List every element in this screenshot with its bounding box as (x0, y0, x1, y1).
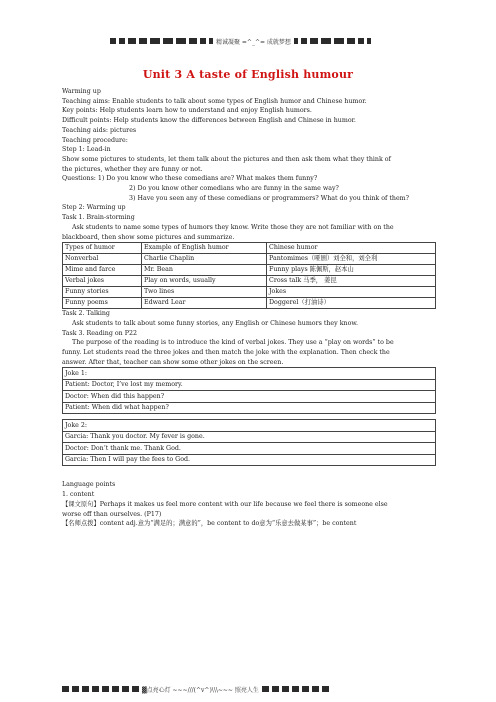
footer-ornament (82, 686, 89, 692)
header-ornament (119, 38, 125, 44)
page-footer (62, 684, 442, 694)
task-heading: Task 1. Brain-storming (62, 214, 135, 222)
footer-ornament (132, 686, 139, 692)
point-number: 1. content (62, 491, 95, 499)
table-cell: Nonverbal (63, 254, 142, 265)
step-heading: Step 1: Lead-in (62, 146, 111, 154)
table-cell: Charlie Chaplin (142, 254, 267, 265)
table-cell: Pantomimes（哑剧）刘全和，刘全利 (267, 254, 436, 265)
header-ornament (163, 38, 173, 44)
section-label: Warming up (62, 88, 101, 95)
teaching-aims: Teaching aims: Enable students to talk about some types of English humor and Chinese humor. (62, 97, 367, 105)
footer-ornament (272, 686, 279, 692)
header-ornament (110, 38, 116, 44)
paragraph-line: Ask students to name some types of humors they know. Write those they are not familiar with on the (72, 223, 394, 231)
table-cell: Cross talk 马季， 姜昆 (267, 276, 436, 287)
question-line: 2) Do you know other comedians who are funny in the same way? (129, 185, 339, 193)
joke-line: Patient: When did what happen? (63, 402, 436, 414)
footer-text: ▓点亮心灯 ~~~///(^v^)\\\~~~ 照亮人生 (142, 686, 259, 694)
joke-line: Doctor: When did this happen? (63, 391, 436, 403)
table-header-cell: Chinese humor (267, 243, 436, 254)
footer-ornament (92, 686, 99, 692)
paragraph-line: The purpose of the reading is to introduce the kind of verbal jokes. They use a “play on words” to be (72, 339, 394, 347)
header-ornament (347, 38, 355, 44)
joke-line: Joke 2: (63, 420, 436, 432)
header-ornament (189, 38, 197, 44)
joke-line: Garcia: Then I will pay the fees to God. (63, 454, 436, 466)
table-cell: Play on words, usually (142, 276, 267, 287)
table-header-row (63, 243, 436, 254)
footer-ornament (122, 686, 129, 692)
paragraph-line: funny. Let students read the three jokes and then match the joke with the explanation. Then check the (62, 349, 390, 357)
difficult-points: Difficult points: Help students know the differences between English and Chinese in humor. (62, 117, 356, 125)
paragraph-line: worse off than ourselves. (P17) (62, 510, 162, 518)
table-cell: Mime and farce (63, 265, 142, 276)
table-row (63, 276, 436, 287)
table-cell: Two lines (142, 287, 267, 298)
task-heading: Task 3. Reading on P22 (62, 329, 137, 337)
table-row (63, 287, 436, 298)
teaching-procedure: Teaching procedure: (62, 136, 128, 144)
footer-ornament (282, 686, 289, 692)
table-cell: Jokes (267, 287, 436, 298)
header-ornament (358, 38, 364, 44)
key-points: Key points: Help students learn how to understand and enjoy English humors. (62, 107, 312, 115)
header-ornament (321, 38, 331, 44)
paragraph-line: 【名师点拨】content adj.意为“满足的；满意的”，be content to do意为“乐意去做某事”；be content (62, 520, 357, 528)
joke-line: Patient: Doctor, I’ve lost my memory. (63, 379, 436, 391)
paragraph-line: blackboard, then show some pictures and summarize. (62, 233, 235, 241)
footer-ornament (102, 686, 109, 692)
table-cell: Mr. Bean (142, 265, 267, 276)
header-ornament (301, 38, 307, 44)
header-ornament (294, 38, 298, 44)
header-ornament (139, 38, 147, 44)
header-ornament (310, 38, 318, 44)
joke-line: Doctor: Don’t thank me. Thank God. (63, 443, 436, 455)
table-cell: Funny stories (63, 287, 142, 298)
header-ornament (176, 38, 186, 44)
header-ornament (200, 38, 206, 44)
footer-ornament (302, 686, 309, 692)
header-ornament (334, 38, 344, 44)
joke-1-box (62, 367, 436, 414)
question-line: Questions: 1) Do you know who these comedians are? What makes them funny? (62, 175, 318, 183)
header-ornament (209, 38, 213, 44)
page-title: Unit 3 A taste of English humour (142, 68, 354, 81)
paragraph-line: 【课文原句】Perhaps it makes us feel more content with our life because we feel there is someone else (62, 500, 388, 508)
footer-ornament (112, 686, 119, 692)
page-header (110, 36, 410, 46)
joke-2-box (62, 419, 436, 466)
table-cell: Funny poems (63, 298, 142, 309)
footer-ornament (262, 686, 269, 692)
header-ornament (150, 38, 160, 44)
table-row (63, 298, 436, 309)
task-heading: Task 2. Talking (62, 310, 110, 318)
paragraph-line: Ask students to talk about some funny stories, any English or Chinese humors they know. (72, 319, 359, 327)
table-cell: Verbal jokes (63, 276, 142, 287)
paragraph-line: Show some pictures to students, let them talk about the pictures and then ask them what they think of (62, 155, 391, 163)
joke-line: Joke 1: (63, 368, 436, 380)
paragraph-line: answer. After that, teacher can show some other jokes on the screen. (62, 358, 284, 366)
section-label: Language points (62, 481, 116, 489)
paragraph-line: the pictures, whether they are funny or not. (62, 165, 203, 173)
table-cell: Doggerel（打油诗） (267, 298, 436, 309)
document-body (62, 87, 436, 529)
footer-ornament (292, 686, 299, 692)
table-cell: Edward Lear (142, 298, 267, 309)
joke-line: Garcia: Thank you doctor. My fever is gone. (63, 431, 436, 443)
teaching-aids: Teaching aids: pictures (62, 126, 137, 134)
step-heading: Step 2: Warming up (62, 204, 126, 212)
header-ornament (128, 38, 136, 44)
footer-ornament (322, 686, 329, 692)
humor-types-table (62, 242, 436, 309)
table-header-cell: Types of humor (63, 243, 142, 254)
table-row (63, 265, 436, 276)
table-row (63, 254, 436, 265)
question-line: 3) Have you seen any of these comedians or programmers? What do you think of them? (129, 194, 410, 202)
header-ornament (367, 38, 371, 44)
header-text: 精诚凝聚 =^_^= 成就梦想 (216, 38, 291, 46)
table-cell: Funny plays 陈佩斯，赵本山 (267, 265, 436, 276)
footer-ornament (62, 686, 69, 692)
table-header-cell: Example of English humor (142, 243, 267, 254)
footer-ornament (312, 686, 319, 692)
footer-ornament (72, 686, 79, 692)
